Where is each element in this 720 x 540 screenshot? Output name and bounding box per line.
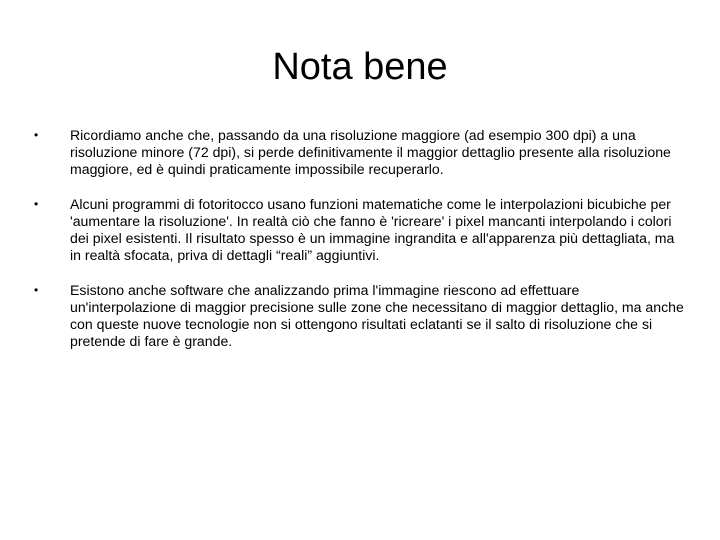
bullet-list <box>34 127 684 368</box>
bullet-item <box>34 196 684 264</box>
bullet-item <box>34 282 684 350</box>
bullet-text: Ricordiamo anche che, passando da una risoluzione maggiore (ad esempio 300 dpi) a una risoluzione minore (72 dpi), si perde definitivamente il maggior dettaglio presente alla risoluzione maggiore, ed è quindi praticamente impossibile recuperarlo. <box>70 127 671 177</box>
bullet-text: Alcuni programmi di fotoritocco usano funzioni matematiche come le interpolazioni bicubiche per 'aumentare la risoluzione'. In realtà ciò che fanno è 'ricreare' i pixel mancanti interpolando i colori dei pixel esistenti. Il risultato spesso è un immagine ingrandita e all'apparenza più dettagliata, ma in realtà sfocata, priva di dettagli “reali” aggiuntivi. <box>70 196 675 263</box>
bullet-text: Esistono anche software che analizzando prima l'immagine riescono ad effettuare un'interpolazione di maggior precisione sulle zone che necessitano di maggior dettaglio, ma anche con queste nuove tecnologie non si ottengono risultati eclatanti se il salto di risoluzione che si pretende di fare è grande. <box>70 282 684 349</box>
bullet-item <box>34 127 684 178</box>
bullet-dot-icon: • <box>34 283 39 297</box>
bullet-dot-icon: • <box>34 197 39 211</box>
slide-title: Nota bene <box>272 46 448 88</box>
bullet-dot-icon: • <box>34 128 39 142</box>
